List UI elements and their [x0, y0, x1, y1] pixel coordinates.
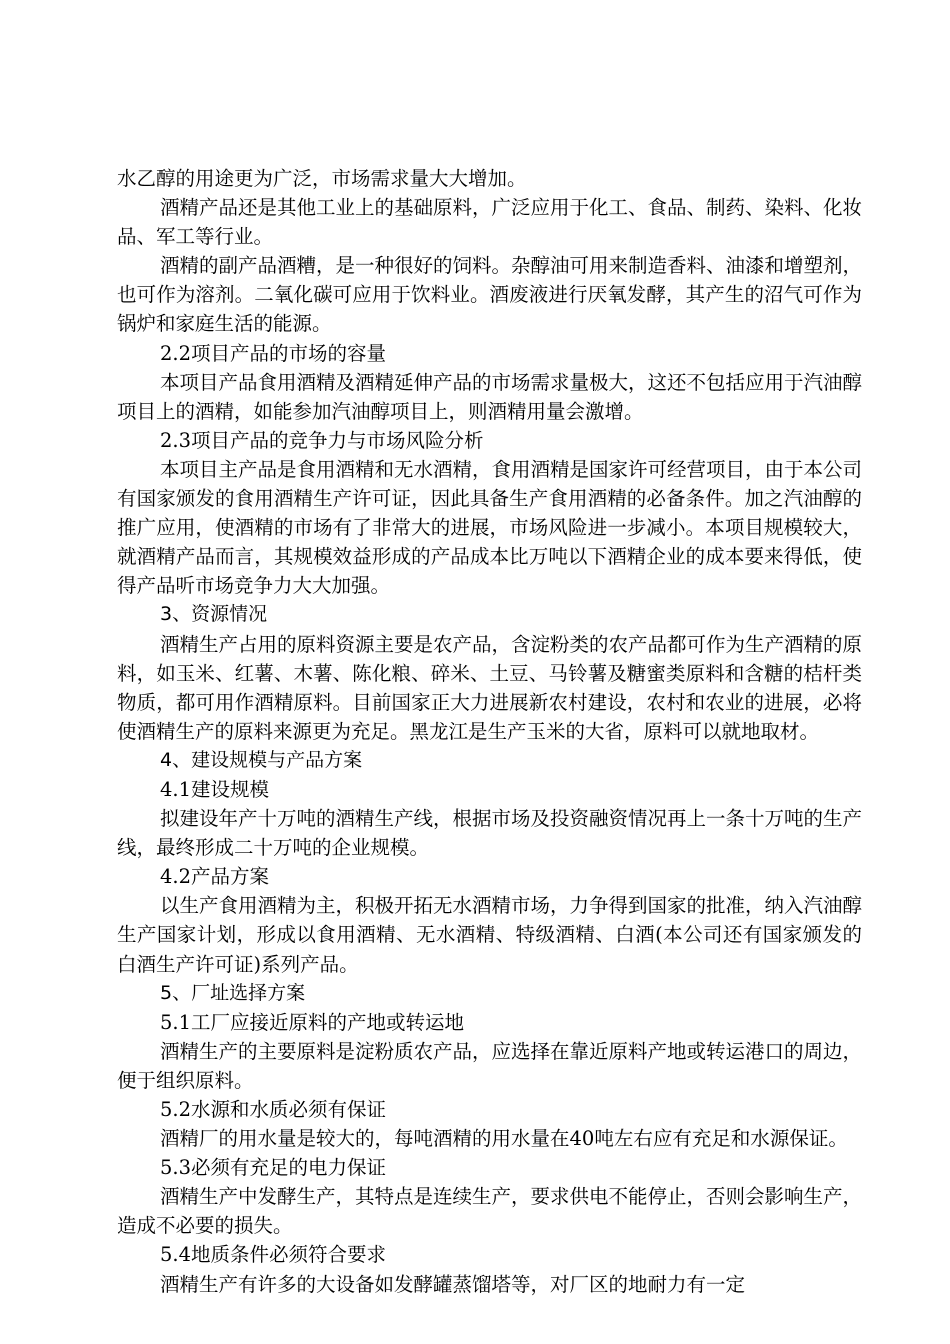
- body-paragraph: 本项目产品食用酒精及酒精延伸产品的市场需求量极大，这还不包括应用于汽油醇项目上的酒精，如能参加汽油醇项目上，则酒精用量会激增。: [117, 370, 863, 423]
- body-paragraph: 本项目主产品是食用酒精和无水酒精，食用酒精是国家许可经营项目，由于本公司有国家颁发的食用酒精生产许可证，因此具备生产食用酒精的必备条件。加之汽油醇的推广应用，使酒精的市场有了非常大的进展，市场风险进一步减小。本项目规模较大，就酒精产品而言，其规模效益形成的产品成本比万吨以下酒精企业的成本要来得低，使得产品听市场竞争力大大加强。: [117, 457, 863, 598]
- subsection-heading: 5.3必须有充足的电力保证: [160, 1156, 387, 1180]
- body-paragraph: 酒精生产的主要原料是淀粉质农产品，应选择在靠近原料产地或转运港口的周边，便于组织原料。: [117, 1039, 863, 1092]
- subsection-heading: 5.2水源和水质必须有保证: [160, 1098, 387, 1121]
- subsection-heading: 2.3项目产品的竞争力与市场风险分析: [160, 428, 484, 452]
- subsection-heading: 4.2产品方案: [160, 865, 270, 889]
- body-paragraph: 酒精产品还是其他工业上的基础原料，广泛应用于化工、食品、制药、染料、化妆品、军工等行业。: [117, 196, 863, 249]
- section-heading: 3、资源情况: [160, 603, 268, 626]
- subsection-heading: 5.4地质条件必须符合要求: [160, 1243, 387, 1267]
- section-heading: 5、厂址选择方案: [160, 981, 306, 1004]
- subsection-heading: 5.1工厂应接近原料的产地或转运地: [160, 1010, 465, 1034]
- body-paragraph: 酒精生产有许多的大设备如发酵罐蒸馏塔等，对厂区的地耐力有一定: [160, 1272, 746, 1296]
- body-paragraph: 酒精生产中发酵生产，其特点是连续生产，要求供电不能停止，否则会影响生产，造成不必要的损失。: [117, 1185, 863, 1238]
- body-paragraph: 酒精的副产品酒糟，是一种很好的饲料。杂醇油可用来制造香料、油漆和增塑剂，也可作为溶剂。二氧化碳可应用于饮料业。酒废液进行厌氧发酵，其产生的沼气可作为锅炉和家庭生活的能源。: [117, 254, 863, 336]
- section-heading: 4、建设规模与产品方案: [160, 748, 363, 771]
- document-page: [117, 164, 862, 1299]
- body-paragraph: 水乙醇的用途更为广泛，市场需求量大大增加。: [117, 167, 527, 190]
- body-paragraph: 拟建设年产十万吨的酒精生产线，根据市场及投资融资情况再上一条十万吨的生产线，最终形成二十万吨的企业规模。: [117, 807, 863, 860]
- body-paragraph: 酒精厂的用水量是较大的，每吨酒精的用水量在40吨左右应有充足和水源保证。: [160, 1127, 848, 1151]
- body-paragraph: 以生产食用酒精为主，积极开拓无水酒精市场，力争得到国家的批准，纳入汽油醇生产国家计划，形成以食用酒精、无水酒精、特级酒精、白酒(本公司还有国家颁发的白酒生产许可证)系列产品。: [117, 894, 863, 976]
- subsection-heading: 2.2项目产品的市场的容量: [160, 341, 387, 365]
- body-paragraph: 酒精生产占用的原料资源主要是农产品，含淀粉类的农产品都可作为生产酒精的原料，如玉米、红薯、木薯、陈化粮、碎米、土豆、马铃薯及糖蜜类原料和含糖的桔杆类物质，都可用作酒精原料。目前国家正大力进展新农村建设，农村和农业的进展，必将使酒精生产的原料来源更为充足。黑龙江是生产玉米的大省，原料可以就地取材。: [117, 632, 863, 743]
- subsection-heading: 4.1建设规模: [160, 777, 270, 801]
